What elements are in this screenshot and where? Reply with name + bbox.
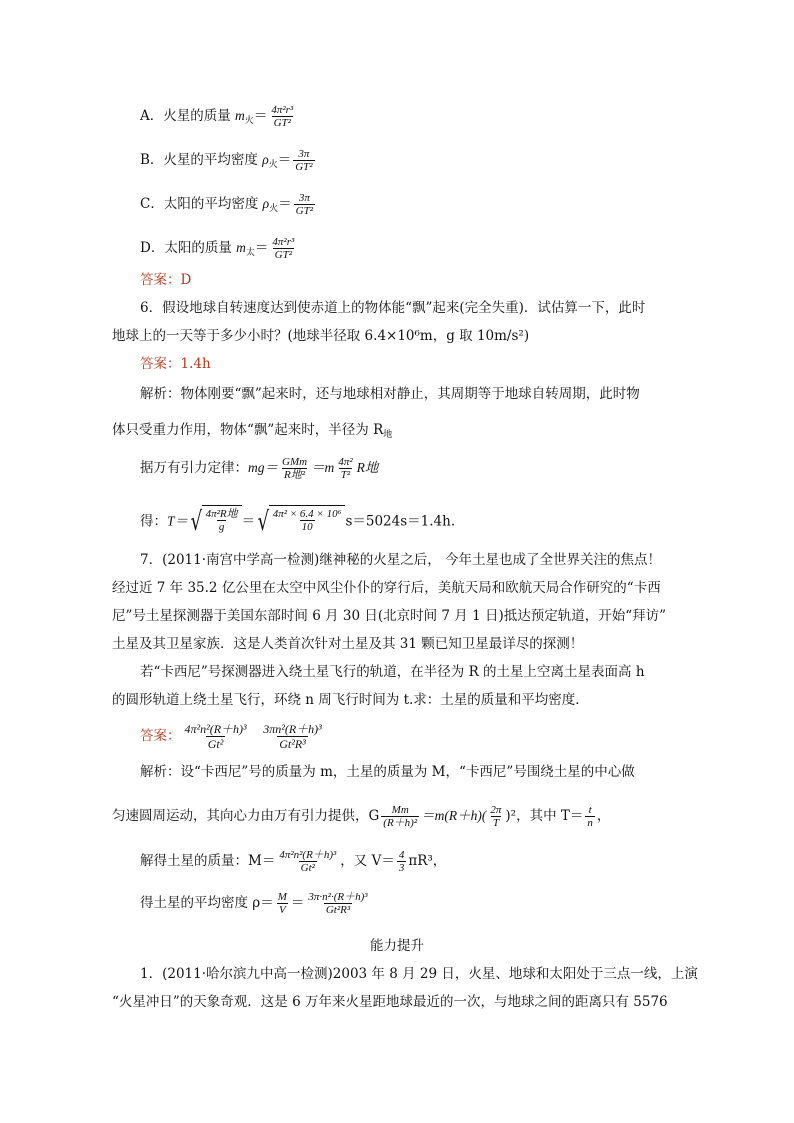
q7-density <box>140 891 372 916</box>
option-d-den: GT² <box>274 249 293 261</box>
q6-sqrt1 <box>188 505 242 539</box>
q7-expl2d: ， <box>596 808 611 824</box>
option-a-eq: ＝ <box>253 108 268 124</box>
q6-line1: 6．假设地球自转速度达到使赤道上的物体能“飘”起来(完全失重)．试估算一下，此时 <box>140 300 646 316</box>
q6-answer: 答案：1.4h <box>140 356 211 372</box>
q6-law-den2: T² <box>340 469 351 481</box>
q7-line4: 土星及其卫星家族．这是人类首次针对土星及其 31 颗已知卫星最详尽的探测！ <box>112 636 584 652</box>
option-b-sub: 火 <box>268 160 278 170</box>
q6-law <box>140 456 378 481</box>
q6-law-lhs: mg＝ <box>248 460 278 475</box>
q6-line2: 地球上的一天等于多少小时？(地球半径取 6.4×10⁶m，g 取 10m/s²) <box>112 328 530 344</box>
q6-res-num2: 4π² × 6.4 × 10⁶ <box>272 508 342 520</box>
q7-mass-num: 4π²n²(R＋h)³ <box>279 849 337 861</box>
option-b <box>140 148 317 175</box>
q7-mass-frac2 <box>397 849 407 874</box>
q6-expl2-sub: 地 <box>383 430 393 440</box>
option-a-num: 4π²r³ <box>271 104 294 116</box>
q6-law-frac2 <box>336 456 354 481</box>
q7-answer-label: 答案： <box>140 728 181 744</box>
q7-dens-eq: ＝ <box>290 895 305 911</box>
q6-law-label: 据万有引力定律： <box>140 460 248 476</box>
option-a-fraction <box>269 104 295 129</box>
option-d-eq: ＝ <box>254 240 269 256</box>
q7-expl2-num3: t <box>588 804 592 816</box>
option-d-sub: 太 <box>245 248 255 258</box>
option-b-label: B．火星的平均密度 <box>140 152 258 168</box>
q7-expl2-den2: T <box>492 817 499 829</box>
option-b-den: GT² <box>295 161 313 173</box>
q6-res-num1: 4π²R地 <box>205 508 238 520</box>
q6-res-frac1 <box>204 508 240 533</box>
q7-ans-frac2 <box>261 722 324 751</box>
option-c-label: C．太阳的平均密度 <box>140 196 259 212</box>
option-c-num: 3π <box>298 192 310 204</box>
answer-5: 答案：D <box>140 272 192 288</box>
q6-expl2 <box>112 420 392 445</box>
q7-dens-den: V <box>278 904 286 916</box>
option-d <box>140 236 298 263</box>
q7-line3: 尼”号土星探测器于美国东部时间 6 月 30 日(北京时间 7 月 1 日)抵达预定轨道，开始“拜访” <box>112 608 667 624</box>
q7-dens-frac1 <box>276 891 289 916</box>
q6-res-eq: ＝ <box>241 513 256 530</box>
option-d-var: m <box>236 240 246 255</box>
q7-mass-label: 解得土星的质量：M＝ <box>140 853 276 869</box>
q7-dens-frac2 <box>306 891 369 916</box>
p1-line2: “火星冲日”的天象奇观．这是 6 万年来火星距地球最近的一次，与地球之间的距离只有 5576 <box>112 994 668 1010</box>
option-c <box>140 192 317 219</box>
q7-answer <box>140 722 326 751</box>
q7-expl2c: )²，其中 T＝ <box>505 808 584 824</box>
sqrt-sign-icon: √ <box>190 507 203 537</box>
q7-mass <box>140 849 446 874</box>
p1-line1: 1．(2011·哈尔滨九中高一检测)2003 年 8 月 29 日，火星、地球和太阳处于三点一线，上演 <box>140 966 698 982</box>
q7-dens-num2: 3π·n²·(R＋h)³ <box>308 891 368 903</box>
q7-expl1: 解析：设“卡西尼”号的质量为 m，土星的质量为 M，“卡西尼”号围绕土星的中心做 <box>140 764 635 780</box>
q7-expl2-den3: n <box>587 817 593 829</box>
q6-law-den1: R地² <box>284 469 306 481</box>
option-d-label: D．太阳的质量 <box>140 240 232 256</box>
q7-ans-den2: Gt²R³ <box>279 737 306 751</box>
option-a-den: GT² <box>273 117 291 129</box>
q6-law-mid: ＝m <box>311 460 335 475</box>
q6-res-frac2 <box>271 508 344 533</box>
q7-expl2a: 匀速圆周运动，其向心力由万有引力提供，G <box>112 808 380 824</box>
q6-res-den2: 10 <box>301 521 313 533</box>
q6-expl1: 解析：物体刚要“飘”起来时，还与地球相对静止，其周期等于地球自转周期，此时物 <box>140 386 640 402</box>
q7-mass-den2: 3 <box>398 862 405 874</box>
q6-sqrt1-body <box>202 505 242 539</box>
q7-expl2-num: Mm <box>391 804 409 816</box>
q7-ans-num2: 3πn²(R＋h)³ <box>263 722 322 736</box>
q6-law-num1: GMm <box>282 456 308 468</box>
option-b-var: ρ <box>262 152 269 167</box>
q6-res-T: T＝ <box>167 513 189 529</box>
q7-mass-frac1 <box>277 849 338 874</box>
q6-law-frac1 <box>280 456 309 481</box>
q7-expl2-frac3 <box>585 804 595 829</box>
option-b-eq: ＝ <box>277 152 292 168</box>
q7-line5: 若“卡西尼”号探测器进入绕土星飞行的轨道，在半径为 R 的土星上空离土星表面高 h <box>140 664 645 680</box>
q7-expl2-frac2 <box>488 804 503 829</box>
q7-line1: 7．(2011·南宫中学高一检测)继神秘的火星之后， 今年土星也成了全世界关注的焦点！ <box>140 552 662 568</box>
q6-res-den1: g <box>218 521 225 533</box>
q7-mass-end: πR³， <box>408 853 447 869</box>
q6-expl2-text: 体只受重力作用，物体“飘”起来时，半径为 R <box>112 422 384 438</box>
option-b-num: 3π <box>298 148 310 160</box>
option-a-sub: 火 <box>244 116 254 126</box>
q7-line2: 经过近 7 年 35.2 亿公里在太空中风尘仆仆的穿行后，美航天局和欧航天局合作研究的“卡西 <box>112 580 661 596</box>
q7-expl2-num2: 2π <box>490 804 502 816</box>
option-c-fraction <box>294 192 315 217</box>
q6-res-label: 得： <box>140 513 167 530</box>
q7-expl2b: ＝m(R＋h)( <box>421 808 487 823</box>
q7-mass-num2: 4 <box>398 849 405 861</box>
section-title: 能力提升 <box>370 938 424 954</box>
option-c-den: GT² <box>295 205 313 217</box>
q7-mass-mid: ，又 V＝ <box>340 853 395 869</box>
q6-result <box>140 505 455 539</box>
q6-law-end: R地 <box>356 460 379 475</box>
option-a-var: m <box>235 108 245 123</box>
option-c-var: ρ <box>262 196 270 211</box>
option-b-fraction <box>293 148 314 173</box>
option-c-sub: 火 <box>269 204 279 214</box>
q7-expl2 <box>112 804 610 829</box>
option-d-fraction <box>270 236 296 261</box>
q7-mass-den: Gt² <box>300 862 315 874</box>
q7-line6: 的圆形轨道上绕土星飞行，环绕 n 周飞行时间为 t.求：土星的质量和平均密度． <box>112 692 589 708</box>
q6-sqrt2-body <box>269 505 346 539</box>
q7-expl2-frac1 <box>381 804 419 829</box>
q7-ans-den1: Gt² <box>207 737 224 751</box>
q7-dens-num: M <box>277 891 287 903</box>
q6-res-tail: s＝5024s＝1.4h. <box>345 513 456 530</box>
option-a-label: A．火星的质量 <box>140 108 231 124</box>
q7-expl2-den: (R＋h)² <box>383 817 418 829</box>
q6-sqrt2 <box>255 505 345 539</box>
q7-ans-num1: 4π²n²(R＋h)³ <box>184 722 247 736</box>
option-d-num: 4π²r³ <box>272 236 295 248</box>
q6-law-num2: 4π² <box>338 456 353 468</box>
sqrt-sign-icon: √ <box>257 507 270 537</box>
q7-dens-den2: Gt²R³ <box>325 904 351 916</box>
option-a <box>140 104 297 131</box>
q7-dens-label: 得土星的平均密度 ρ＝ <box>140 895 274 911</box>
q7-ans-frac1 <box>183 722 249 751</box>
option-c-eq: ＝ <box>278 196 292 212</box>
